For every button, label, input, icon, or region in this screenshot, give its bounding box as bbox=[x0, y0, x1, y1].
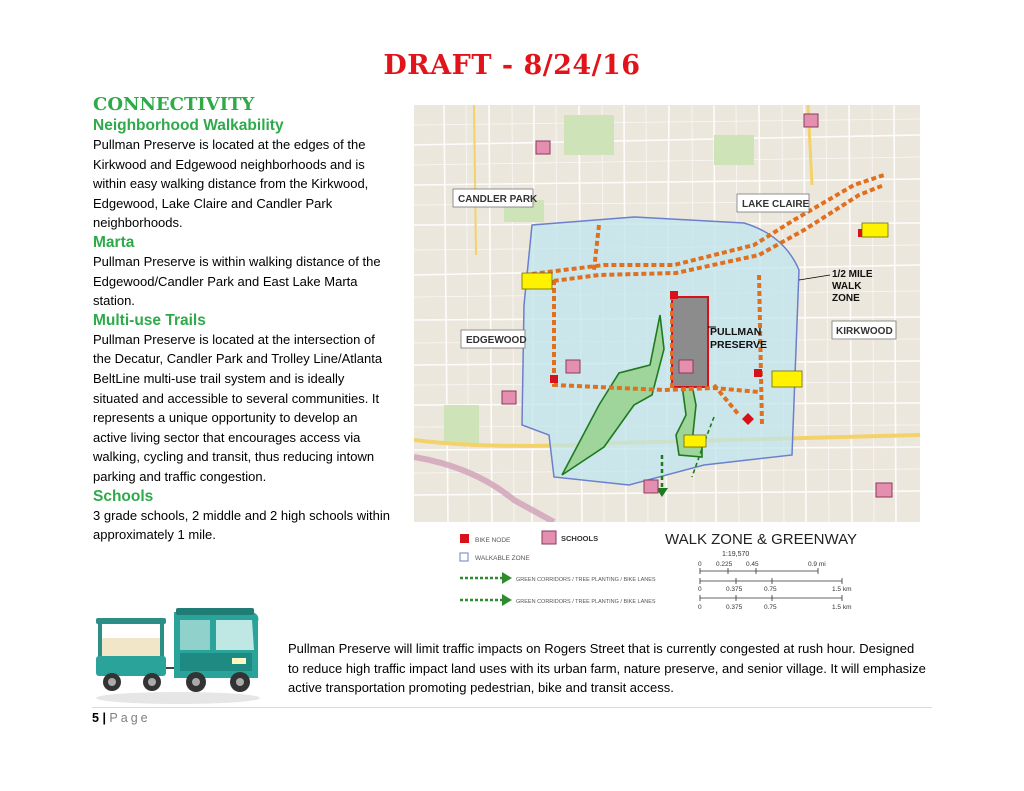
map-legend bbox=[440, 526, 920, 616]
km2-tick-3: 1.5 km bbox=[832, 604, 852, 611]
legend-bike-node: BIKE NODE bbox=[475, 537, 511, 544]
mi-tick-0: 0 bbox=[698, 561, 702, 568]
km2-tick-2: 0.75 bbox=[764, 604, 777, 611]
km2-tick-0: 0 bbox=[698, 604, 702, 611]
mi-tick-2: 0.45 bbox=[746, 561, 759, 568]
km-tick-3: 1.5 km bbox=[832, 586, 852, 593]
legend-title: WALK ZONE & GREENWAY bbox=[665, 531, 857, 548]
label-walk-zone-3: ZONE bbox=[832, 293, 860, 304]
label-pullman-1: PULLMAN bbox=[710, 326, 762, 338]
draft-header: DRAFT - 8/24/16 bbox=[383, 50, 641, 81]
label-edgewood: EDGEWOOD bbox=[466, 335, 527, 346]
section-body-trails: Pullman Preserve is located at the intersection of the Decatur, Candler Park and Trolley Line/Atlanta BeltLine multi-use trail system and is ideally situated and accessible to several communities. It represents a unique opportunity to develop an active living sector that encourages access via walking, cycling and transit, thus reducing intown parking and traffic congestion. bbox=[93, 331, 383, 484]
connectivity-column bbox=[93, 94, 393, 545]
label-lake-claire: LAKE CLAIRE bbox=[742, 199, 810, 210]
section-body-walkability: Pullman Preserve is located at the edges of the Kirkwood and Edgewood neighborhoods and is within easy walking distance from the Kirkwood, Edgewood, Lake Claire and Candler Park neighborhoods. bbox=[93, 137, 369, 231]
mi-tick-1: 0.225 bbox=[716, 561, 733, 568]
section-body-schools: 3 grade schools, 2 middle and 2 high schools within approximately 1 mile. bbox=[93, 507, 391, 543]
km-tick-2: 0.75 bbox=[764, 586, 777, 593]
bike-node-marker bbox=[550, 375, 558, 383]
legend-walkable-swatch bbox=[460, 553, 468, 561]
km2-tick-1: 0.375 bbox=[726, 604, 743, 611]
legend-corridor-1: GREEN CORRIDORS / TREE PLANTING / BIKE LANES bbox=[516, 577, 656, 583]
footer-divider bbox=[92, 707, 932, 708]
label-kirkwood: KIRKWOOD bbox=[836, 326, 893, 337]
label-pullman-2: PRESERVE bbox=[710, 339, 767, 351]
page-label: Page bbox=[109, 711, 151, 725]
legend-walkable-zone: WALKABLE ZONE bbox=[475, 555, 530, 562]
walk-zone-map bbox=[414, 105, 920, 522]
legend-bike-node-swatch bbox=[460, 534, 469, 543]
section-heading-schools: Schools bbox=[93, 487, 154, 505]
label-walk-zone-1: 1/2 MILE bbox=[832, 269, 873, 280]
footer-separator: | bbox=[102, 711, 106, 725]
page-footer bbox=[92, 711, 151, 725]
km-tick-1: 0.375 bbox=[726, 586, 743, 593]
legend-corridor-2: GREEN CORRIDORS / TREE PLANTING / BIKE LANES bbox=[516, 599, 656, 605]
section-heading-walkability: Neighborhood Walkability bbox=[93, 117, 284, 134]
shuttle-tram-image bbox=[92, 598, 264, 708]
section-body-marta: Pullman Preserve is within walking distance of the Edgewood/Candler Park and East Lake Marta station. bbox=[93, 253, 381, 309]
km-tick-0: 0 bbox=[698, 586, 702, 593]
label-walk-zone-2: WALK bbox=[832, 281, 862, 292]
section-heading-marta: Marta bbox=[93, 233, 135, 251]
legend-schools: SCHOOLS bbox=[561, 534, 599, 543]
rogers-street-paragraph: Pullman Preserve will limit traffic impacts on Rogers Street that is currently congested at rush hour. Designed to reduce high traffic impact land uses with its urban farm, nature preserve, and senior village. It will emphasize active transportation promoting pedestrian, bike and transit access. bbox=[288, 641, 926, 696]
legend-scale: 1:19,570 bbox=[722, 551, 750, 558]
page-number: 5 bbox=[92, 711, 99, 725]
connectivity-title: CONNECTIVITY bbox=[93, 94, 255, 115]
label-candler-park: CANDLER PARK bbox=[458, 194, 538, 205]
legend-school-swatch bbox=[542, 531, 556, 544]
mi-tick-3: 0.9 mi bbox=[808, 561, 826, 568]
section-heading-trails: Multi-use Trails bbox=[93, 311, 206, 329]
